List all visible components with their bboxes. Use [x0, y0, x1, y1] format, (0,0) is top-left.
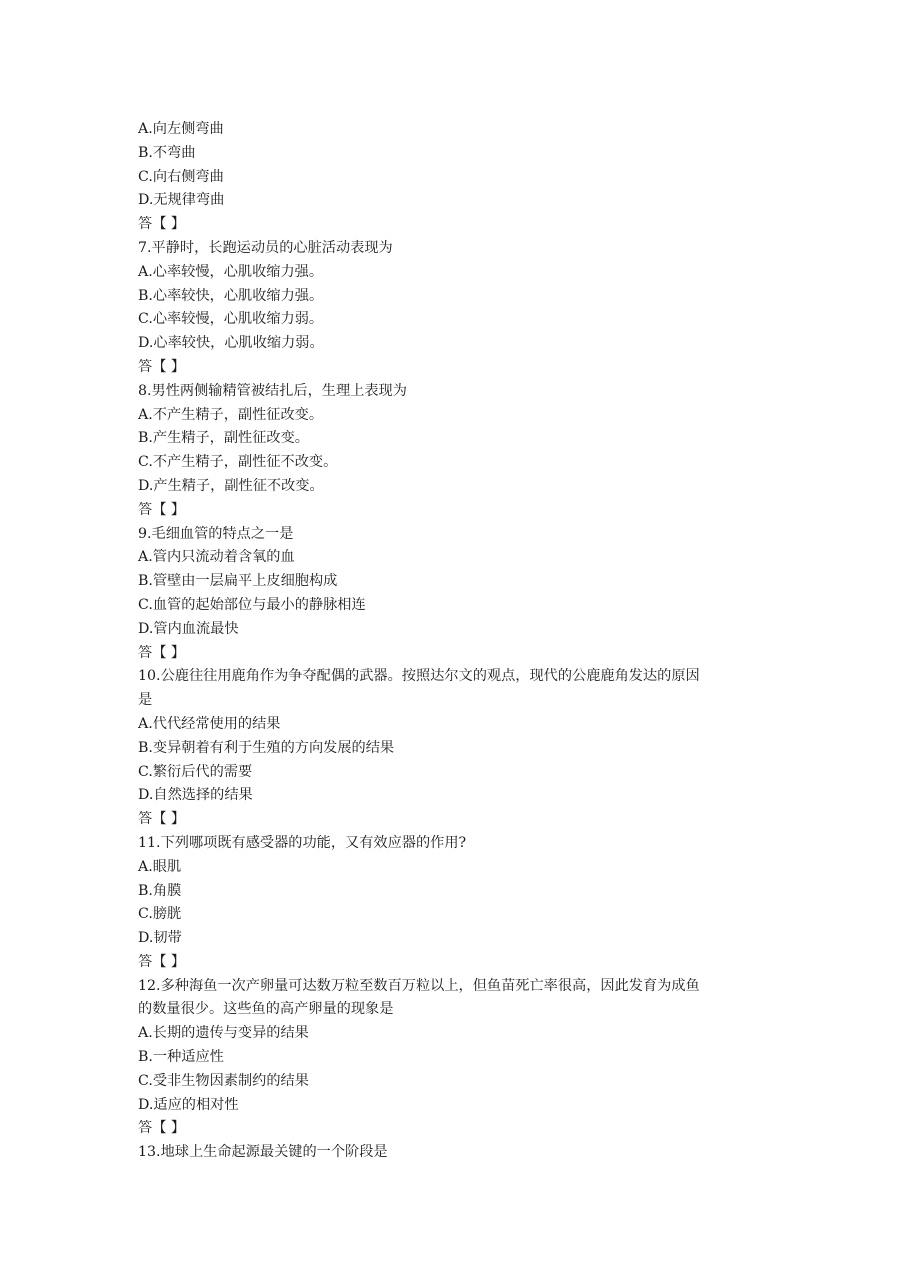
- option-line: C.不产生精子，副性征不改变。: [138, 454, 338, 471]
- answer-blank: 答【 】: [138, 501, 186, 518]
- option-line: A.不产生精子，副性征改变。: [138, 406, 324, 423]
- option-line: C.心率较慢，心肌收缩力弱。: [138, 311, 324, 328]
- option-line: C.血管的起始部位与最小的静脉相连: [138, 596, 366, 613]
- question-line: 10.公鹿往往用鹿角作为争夺配偶的武器。按照达尔文的观点，现代的公鹿鹿角发达的原因: [138, 668, 700, 685]
- answer-blank: 答【 】: [138, 216, 186, 233]
- option-line: D.韧带: [138, 930, 182, 947]
- option-line: B.一种适应性: [138, 1049, 224, 1066]
- option-line: A.代代经常使用的结果: [138, 715, 281, 732]
- option-line: A.向左侧弯曲: [138, 121, 224, 137]
- option-line: A.长期的遗传与变异的结果: [138, 1025, 309, 1042]
- option-line: B.不弯曲: [138, 144, 196, 161]
- option-line: D.心率较快，心肌收缩力弱。: [138, 335, 324, 352]
- question-line: 7.平静时，长跑运动员的心脏活动表现为: [138, 239, 393, 256]
- option-line: C.膀胱: [138, 906, 182, 923]
- option-line: C.向右侧弯曲: [138, 168, 224, 185]
- answer-blank: 答【 】: [138, 811, 186, 828]
- answer-blank: 答【 】: [138, 953, 186, 970]
- option-line: A.管内只流动着含氧的血: [138, 549, 295, 566]
- question-line: 是: [138, 692, 153, 709]
- option-line: B.角膜: [138, 882, 182, 899]
- question-line: 的数量很少。这些鱼的高产卵量的现象是: [138, 1001, 394, 1018]
- question-line: 8.男性两侧输精管被结扎后，生理上表现为: [138, 382, 407, 399]
- option-line: D.适应的相对性: [138, 1096, 239, 1113]
- option-line: D.无规律弯曲: [138, 192, 225, 209]
- answer-blank: 答【 】: [138, 358, 186, 375]
- option-line: B.心率较快，心肌收缩力强。: [138, 287, 324, 304]
- option-line: B.管壁由一层扁平上皮细胞构成: [138, 573, 338, 590]
- option-line: A.心率较慢，心肌收缩力强。: [138, 263, 324, 280]
- option-line: D.自然选择的结果: [138, 787, 253, 804]
- answer-blank: 答【 】: [138, 644, 186, 661]
- answer-blank: 答【 】: [138, 1120, 186, 1137]
- option-line: C.受非生物因素制约的结果: [138, 1072, 309, 1089]
- option-line: D.产生精子，副性征不改变。: [138, 477, 324, 494]
- option-line: D.管内血流最快: [138, 620, 239, 637]
- option-line: B.产生精子，副性征改变。: [138, 430, 309, 447]
- option-line: A.眼肌: [138, 858, 182, 875]
- document-page: [138, 118, 778, 1165]
- question-line: 13.地球上生命起源最关键的一个阶段是: [138, 1144, 388, 1161]
- option-line: B.变异朝着有利于生殖的方向发展的结果: [138, 739, 395, 756]
- option-line: C.繁衍后代的需要: [138, 763, 253, 780]
- question-line: 11.下列哪项既有感受器的功能，又有效应器的作用?: [138, 834, 467, 851]
- question-line: 9.毛细血管的特点之一是: [138, 525, 294, 542]
- question-line: 12.多种海鱼一次产卵量可达数万粒至数百万粒以上，但鱼苗死亡率很高，因此发育为成鱼: [138, 977, 700, 994]
